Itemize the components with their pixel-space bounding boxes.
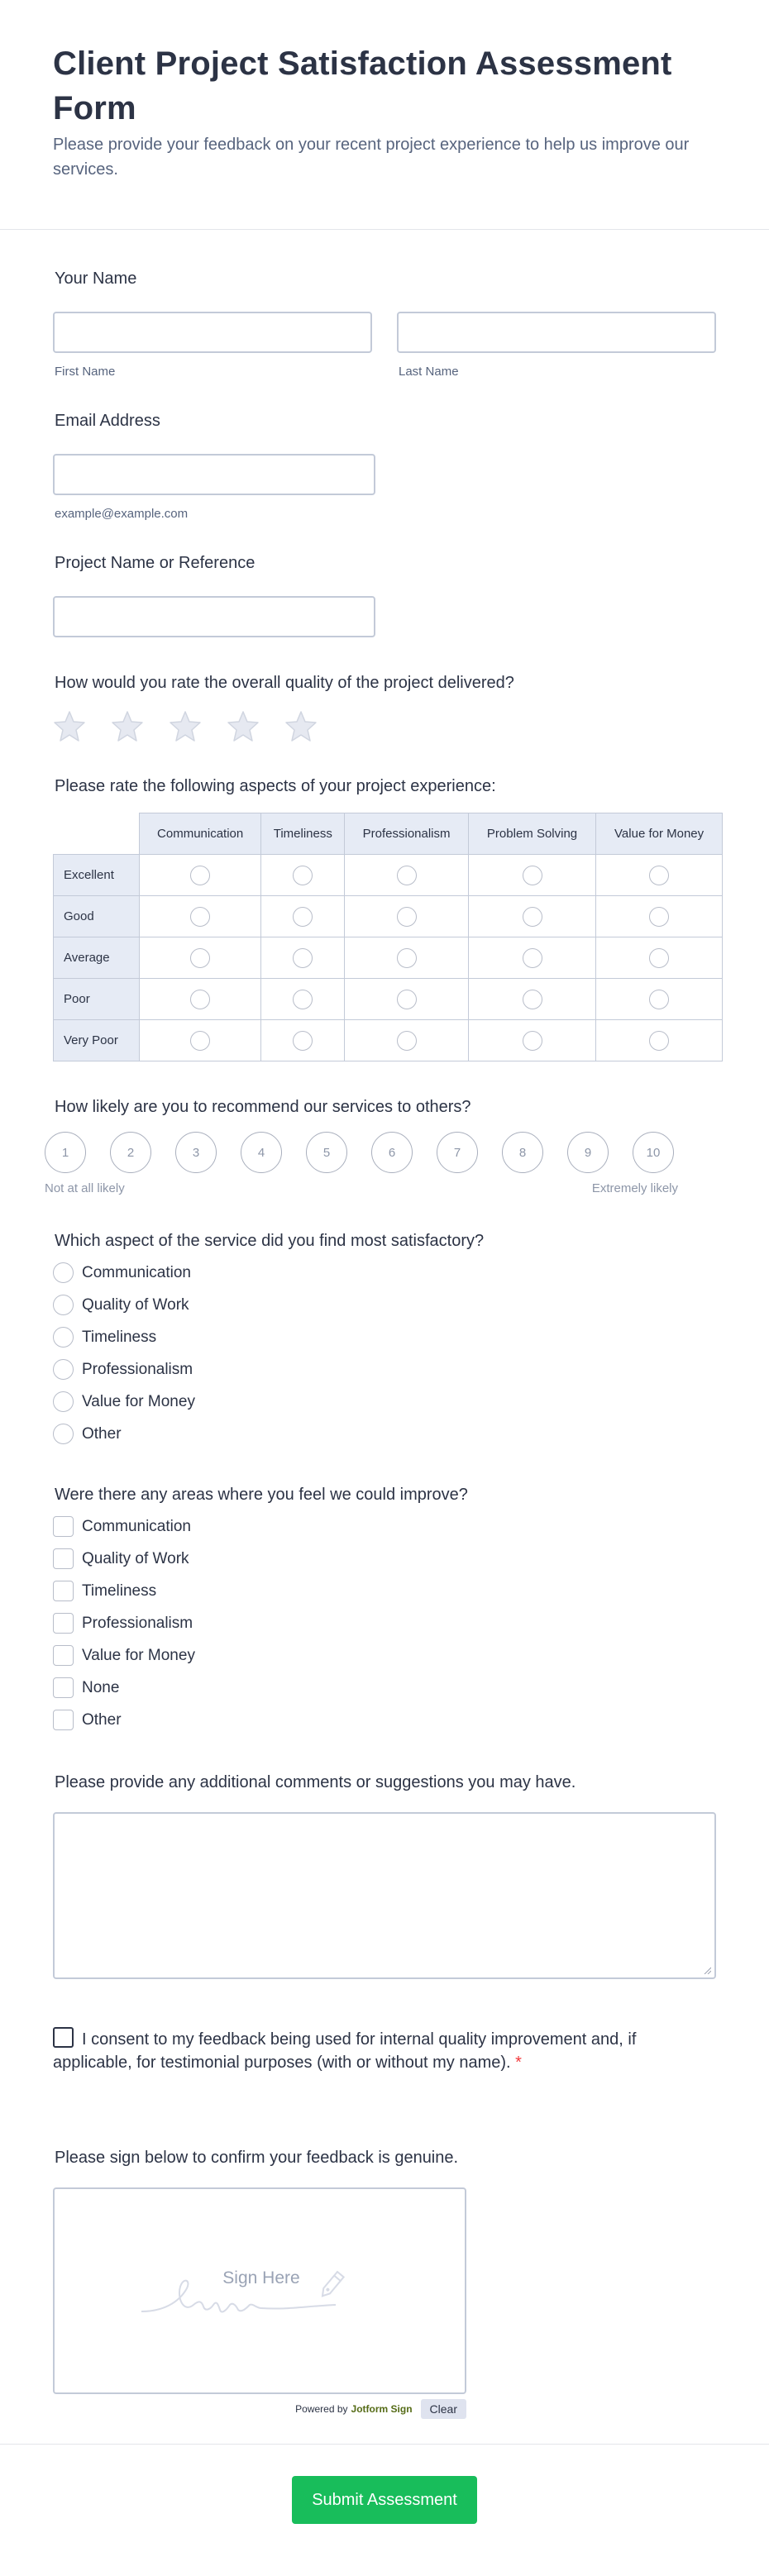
option-label: Communication [82,1263,191,1281]
matrix-radio[interactable] [649,990,669,1009]
form-body [0,230,769,2419]
form-subtitle: Please provide your feedback on your recent project experience to help us improve our services. [53,136,690,179]
matrix-cell [596,979,723,1020]
matrix-row [54,855,723,896]
satisfactory-field [53,1232,716,1444]
matrix-cell [596,896,723,937]
matrix-row [54,1020,723,1061]
matrix-cell [140,937,261,979]
star-icon[interactable] [111,709,144,742]
matrix-radio[interactable] [523,948,542,968]
signature-placeholder: Sign Here [222,2268,300,2287]
signature-field [53,2149,716,2419]
matrix-cell [596,855,723,896]
matrix-cell [468,1020,595,1061]
satisfactory-option[interactable] [53,1424,716,1444]
matrix-radio[interactable] [649,907,669,927]
nps-low-label: Not at all likely [45,1181,125,1195]
matrix-radio[interactable] [397,866,417,885]
nps-option[interactable]: 1 [45,1132,86,1173]
improve-option[interactable] [53,1710,716,1730]
improve-option[interactable] [53,1677,716,1698]
nps-option[interactable]: 8 [502,1132,543,1173]
matrix-radio[interactable] [397,948,417,968]
nps-high-label: Extremely likely [591,1181,678,1195]
signature-label: Please sign below to confirm your feedback is genuine. [55,2149,459,2167]
nps-option[interactable]: 7 [437,1132,478,1173]
checkbox[interactable] [53,1677,74,1698]
matrix-cell [345,855,469,896]
nps-option[interactable]: 5 [306,1132,347,1173]
option-label: Timeliness [82,1328,157,1346]
submit-button[interactable]: Submit Assessment [292,2476,477,2524]
matrix-cell [345,979,469,1020]
matrix-radio[interactable] [190,1031,210,1051]
comments-label: Please provide any additional comments or suggestions you may have. [55,1773,576,1791]
matrix-col-header: Value for Money [596,813,723,855]
matrix-radio[interactable] [523,990,542,1009]
required-mark: * [515,2054,522,2072]
comments-textarea[interactable] [53,1812,716,1979]
matrix-row [54,937,723,979]
improve-option[interactable] [53,1548,716,1569]
nps-option[interactable]: 10 [633,1132,674,1173]
matrix-cell [261,855,345,896]
consent-text: I consent to my feedback being used for internal quality improvement and, if applicable, for testimonial purposes (with or without my name). [53,2030,637,2072]
satisfactory-options [53,1262,716,1444]
powered-by-text: Powered by [295,2403,348,2415]
option-label: Value for Money [82,1646,195,1664]
last-name-input[interactable] [397,312,716,353]
matrix-radio[interactable] [649,948,669,968]
checkbox[interactable] [53,1581,74,1601]
radio-button[interactable] [53,1391,74,1412]
matrix-radio[interactable] [293,1031,313,1051]
option-label: Professionalism [82,1360,193,1378]
radio-button[interactable] [53,1327,74,1348]
matrix-label: Please rate the following aspects of your project experience: [55,777,496,795]
matrix-radio[interactable] [649,866,669,885]
aspect-matrix [53,813,723,1061]
improve-options [53,1516,716,1730]
nps-option[interactable]: 2 [110,1132,151,1173]
star-icon[interactable] [284,709,318,742]
checkbox[interactable] [53,1710,74,1730]
matrix-cell [140,1020,261,1061]
matrix-cell [596,1020,723,1061]
matrix-col-header: Timeliness [261,813,345,855]
option-label: Other [82,1424,122,1443]
name-label: Your Name [55,270,137,288]
project-input[interactable] [53,596,375,637]
nps-option[interactable]: 9 [567,1132,609,1173]
checkbox[interactable] [53,1548,74,1569]
matrix-radio[interactable] [293,907,313,927]
nps-option[interactable]: 3 [175,1132,217,1173]
matrix-cell [261,896,345,937]
matrix-radio[interactable] [293,866,313,885]
matrix-radio[interactable] [523,1031,542,1051]
matrix-radio[interactable] [190,990,210,1009]
email-label: Email Address [55,412,160,430]
matrix-row-label: Very Poor [54,1020,140,1061]
satisfactory-label: Which aspect of the service did you find most satisfactory? [55,1232,485,1250]
option-label: Professionalism [82,1614,193,1632]
satisfactory-option[interactable] [53,1295,716,1315]
consent-field [53,2027,716,2074]
matrix-cell [596,937,723,979]
checkbox[interactable] [53,1516,74,1537]
satisfactory-option[interactable] [53,1359,716,1380]
matrix-cell [468,937,595,979]
matrix-row-label: Excellent [54,855,140,896]
radio-button[interactable] [53,1262,74,1283]
improve-option[interactable] [53,1613,716,1634]
first-name-sublabel: First Name [55,365,116,379]
improve-option[interactable] [53,1581,716,1601]
matrix-col-header: Problem Solving [468,813,595,855]
matrix-col-header: Professionalism [345,813,469,855]
radio-button[interactable] [53,1359,74,1380]
matrix-cell [261,1020,345,1061]
matrix-corner [54,813,140,855]
signature-pad[interactable] [53,2187,466,2394]
matrix-radio[interactable] [190,866,210,885]
nps-option[interactable]: 4 [241,1132,282,1173]
star-icon[interactable] [227,709,260,742]
matrix-row-label: Good [54,896,140,937]
email-field [53,412,716,521]
rating-field [53,674,716,742]
matrix-radio[interactable] [523,866,542,885]
nps-scale [45,1132,716,1173]
email-sublabel: example@example.com [55,507,189,521]
clear-signature-button[interactable]: Clear [421,2399,466,2419]
matrix-field [53,777,716,1061]
improve-label: Were there any areas where you feel we could improve? [55,1486,468,1504]
improve-option[interactable] [53,1645,716,1666]
matrix-row-label: Poor [54,979,140,1020]
option-label: None [82,1678,120,1696]
project-field [53,554,716,637]
option-label: Communication [82,1517,191,1535]
matrix-cell [345,1020,469,1061]
matrix-cell [345,896,469,937]
matrix-radio[interactable] [397,907,417,927]
matrix-cell [261,937,345,979]
matrix-cell [140,896,261,937]
matrix-row [54,979,723,1020]
star-rating [53,709,716,742]
matrix-radio[interactable] [523,907,542,927]
consent-checkbox[interactable] [53,2027,74,2048]
nps-field [45,1098,716,1195]
last-name-sublabel: Last Name [399,365,459,379]
star-icon[interactable] [169,709,202,742]
option-label: Quality of Work [82,1549,189,1567]
option-label: Timeliness [82,1581,157,1600]
signature-placeholder-graphic [55,2189,468,2396]
radio-button[interactable] [53,1295,74,1315]
matrix-cell [140,979,261,1020]
matrix-cell [468,855,595,896]
checkbox[interactable] [53,1645,74,1666]
matrix-cell [140,855,261,896]
satisfactory-option[interactable] [53,1327,716,1348]
matrix-radio[interactable] [190,907,210,927]
option-label: Value for Money [82,1392,195,1410]
radio-button[interactable] [53,1424,74,1444]
matrix-cell [468,896,595,937]
project-label: Project Name or Reference [55,554,256,572]
name-field [53,270,716,379]
satisfactory-option[interactable] [53,1391,716,1412]
nps-label: How likely are you to recommend our services to others? [55,1098,471,1116]
nps-option[interactable]: 6 [371,1132,413,1173]
matrix-radio[interactable] [293,990,313,1009]
resize-grip-icon [703,1966,711,1974]
matrix-row-label: Average [54,937,140,979]
improve-option[interactable] [53,1516,716,1537]
matrix-radio[interactable] [397,990,417,1009]
star-icon[interactable] [53,709,86,742]
matrix-cell [345,937,469,979]
matrix-radio[interactable] [293,948,313,968]
matrix-cell [261,979,345,1020]
email-input[interactable] [53,454,375,495]
matrix-radio[interactable] [397,1031,417,1051]
form-footer [0,2444,769,2576]
option-label: Other [82,1710,122,1729]
jotform-sign-brand[interactable]: Jotform Sign [351,2403,413,2415]
matrix-col-header: Communication [140,813,261,855]
matrix-radio[interactable] [190,948,210,968]
option-label: Quality of Work [82,1295,189,1314]
form-header [0,0,769,230]
checkbox[interactable] [53,1613,74,1634]
rating-label: How would you rate the overall quality of the project delivered? [55,674,514,692]
satisfactory-option[interactable] [53,1262,716,1283]
comments-field [53,1773,716,1979]
matrix-row [54,896,723,937]
form-title: Client Project Satisfaction Assessment Form [53,45,672,126]
matrix-radio[interactable] [649,1031,669,1051]
first-name-input[interactable] [53,312,372,353]
improve-field [53,1486,716,1730]
matrix-cell [468,979,595,1020]
